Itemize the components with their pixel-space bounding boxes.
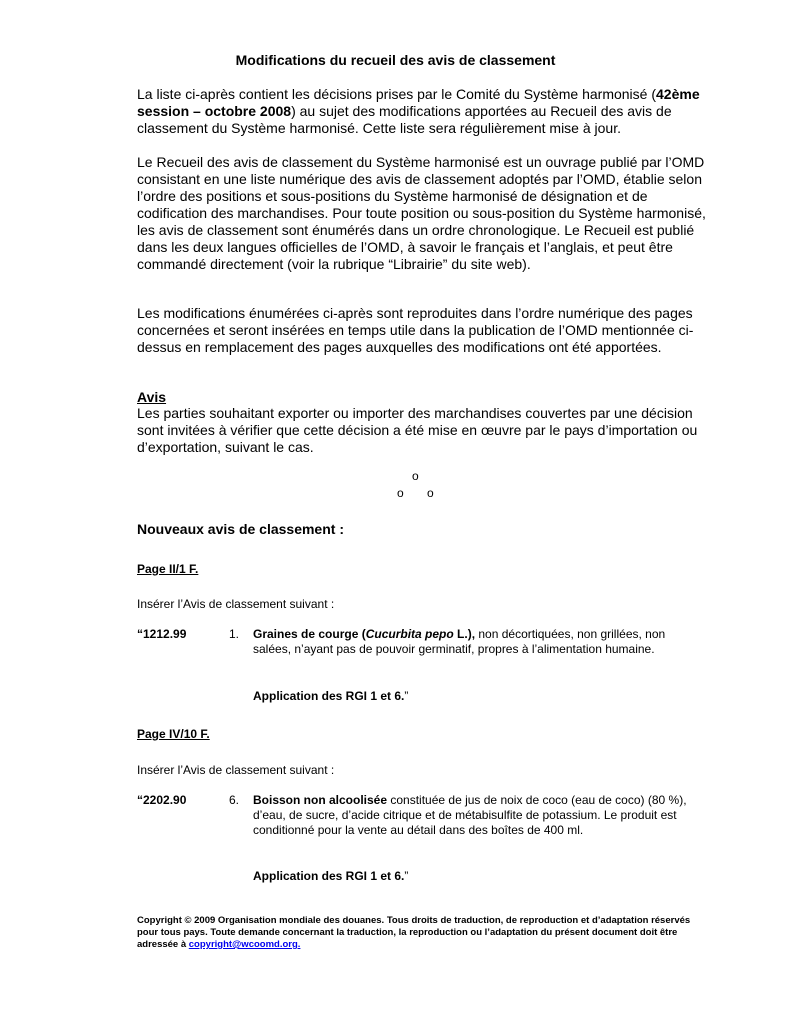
page-reference: Page IV/10 F. — [137, 727, 210, 741]
separator-mark: o — [427, 486, 434, 500]
avis-heading: Avis — [137, 389, 167, 405]
avis-paragraph: Les parties souhaitant exporter ou importer des marchandises couvertes par une décision sont invitées à vérifier que cette décision a été mise en œuvre par le pays d’importation ou d’exportation, suivant le cas. — [137, 405, 698, 455]
copyright-footer — [137, 915, 707, 951]
intro-p1-text-a: La liste ci-après contient les décisions prises par le Comité du Système harmonisé ( — [137, 86, 657, 102]
desc-rest: non décortiquées, non grillées, non salées, n’ayant pas de pouvoir germinatif, propres à l’alimentation humaine. — [253, 627, 666, 656]
opinion-number: 1. — [229, 627, 240, 641]
desc-bold-a: Graines de courge ( — [253, 627, 366, 641]
desc-bold-b: L.), — [453, 627, 476, 641]
section-heading: Nouveaux avis de classement : — [137, 521, 344, 537]
copyright-email-link[interactable]: copyright@wcoomd.org. — [188, 939, 301, 950]
intro-paragraph-1 — [137, 86, 717, 137]
rgi-application — [253, 689, 408, 704]
insert-instruction: Insérer l’Avis de classement suivant : — [137, 763, 335, 777]
page-reference: Page II/1 F. — [137, 562, 199, 576]
separator-mark: o — [412, 469, 419, 483]
page-title: Modifications du recueil des avis de classement — [235, 52, 556, 68]
desc-italic: Cucurbita pepo — [365, 627, 454, 641]
session-label: 42ème session – octobre 2008 — [137, 86, 700, 119]
desc-bold-a: Boisson non alcoolisée — [253, 793, 388, 807]
desc-rest: constituée de jus de noix de coco (eau de coco) (80 %), d’eau, de sucre, d’acide citrique et de métabisulfite de potassium. Le produit est conditionné pour la vente au détail dans des boîtes de 400 ml. — [253, 793, 687, 837]
intro-paragraph-2: Le Recueil des avis de classement du Système harmonisé est un ouvrage publié par l’OMD consistant en une liste numérique des avis de classement adoptés par l’OMD, établie selon l’ordre des positions et sous-positions du Système harmonisé de désignation et de codification des marchandises. Pour toute position ou sous-position du Système harmonisé, les avis de classement sont énumérés dans un ordre chronologique. Le Recueil est publié dans les deux langues officielles de l’OMD, à savoir le français et l’anglais, et peut être commandé directement (voir la rubrique “Librairie” du site web). — [137, 154, 706, 272]
hs-code — [137, 627, 186, 642]
hs-code-text: “2202.90 — [137, 793, 187, 807]
rgi-application — [253, 869, 408, 884]
insert-instruction: Insérer l’Avis de classement suivant : — [137, 597, 335, 611]
hs-code-text: “1212.99 — [137, 627, 187, 641]
intro-paragraph-3: Les modifications énumérées ci-après sont reproduites dans l’ordre numérique des pages concernées et seront insérées en temps utile dans la publication de l’OMD mentionnée ci-dessus en remplacement des pages auxquelles des modifications ont été apportées. — [137, 305, 694, 355]
opinion-description — [253, 627, 703, 657]
opinion-description — [253, 793, 703, 838]
copyright-text: Copyright © 2009 Organisation mondiale des douanes. Tous droits de traduction, de reproduction et d’adaptation réservés pour tous pays. Toute demande concernant la traduction, la reproduction ou l’adaptation du présent document doit être adressée à — [137, 915, 691, 950]
rgi-quote: ” — [404, 869, 409, 883]
opinion-number: 6. — [229, 793, 240, 807]
intro-p1-text-b: ) au sujet des modifications apportées au Recueil des avis de classement du Système harmonisé. Cette liste sera régulièrement mise à jour. — [137, 103, 672, 136]
rgi-quote: ” — [404, 689, 409, 703]
rgi-text: Application des RGI 1 et 6. — [253, 689, 405, 703]
separator-mark: o — [397, 486, 404, 500]
rgi-text: Application des RGI 1 et 6. — [253, 869, 405, 883]
hs-code — [137, 793, 186, 808]
